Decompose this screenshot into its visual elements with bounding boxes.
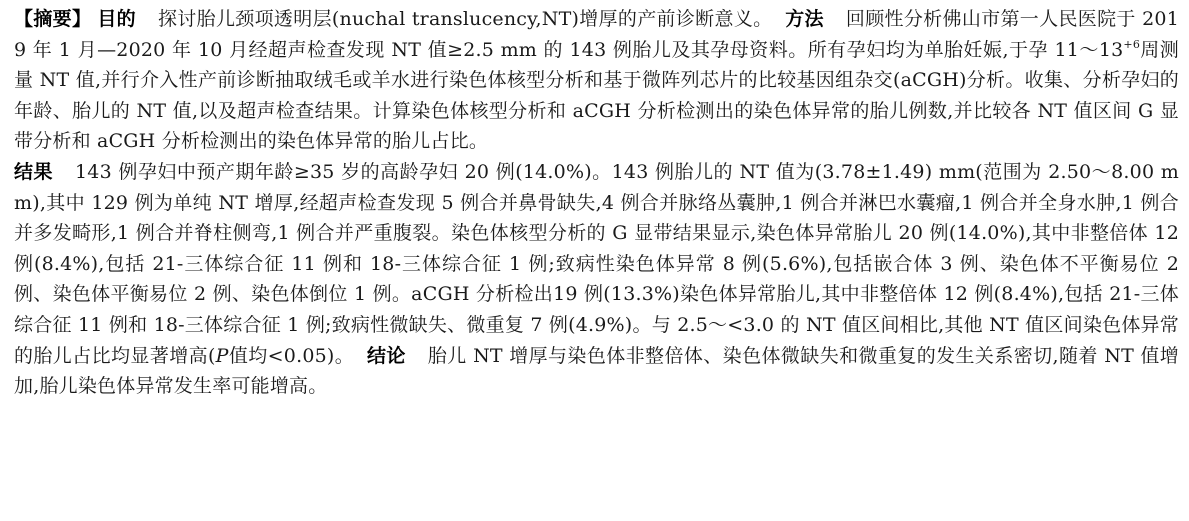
methods-text-2: 周测量 NT 值,并行介入性产前诊断抽取绒毛或羊水进行染色体核型分析和基于微阵列芯片的比较基因组杂交(aCGH)分析。收集、分析孕妇的年龄、胎儿的 NT 值,以及超声检查结果。计算染色体核型分析和 aCGH 分析检测出的染色体异常的胎儿例数,并比较各 NT 值区间 G 显带分析和 aCGH 分析检测出的染色体异常的胎儿占比。: [14, 38, 1179, 153]
results-text-1: 143 例孕妇中预产期年龄≥35 岁的高龄孕妇 20 例(14.0%)。143 例胎儿的 NT 值为(3.78±1.49) mm(范围为 2.50～8.00 mm),其中 129 例为单纯 NT 增厚,经超声检查发现 5 例合并鼻骨缺失,4 例合并脉络丛囊肿,1 例合并淋巴水囊瘤,1 例合并全身水肿,1 例合并多发畸形,1 例合并脊柱侧弯,1 例合并严重腹裂。染色体核型分析的 G 显带结果显示,染色体异常胎儿 20 例(14.0%),其中非整倍体 12 例(8.4%),包括 21-三体综合征 11 例和 18-三体综合征 1 例;致病性染色体异常 8 例(5.6%),包括嵌合体 3 例、染色体不平衡易位 2 例、染色体平衡易位 2 例、染色体倒位 1 例。aCGH 分析检出19 例(13.3%)染色体异常胎儿,其中非整倍体 12 例(8.4%),包括 21-三体综合征 11 例和 18-三体综合征 1 例;致病性微缺失、微重复 7 例(4.9%)。与 2.5～<3.0 的 NT 值区间相比,其他 NT 值区间染色体异常的胎儿占比均显著增高(: [14, 160, 1179, 367]
conclusion-text: 胎儿 NT 增厚与染色体非整倍体、染色体微缺失和微重复的发生关系密切,随着 NT 值增加,胎儿染色体异常发生率可能增高。: [14, 344, 1179, 398]
conclusion-label: 结论: [367, 344, 406, 367]
abstract-tag: 【摘要】: [14, 8, 92, 30]
objective-label: 目的: [97, 8, 136, 30]
methods-text-1: 回顾性分析佛山市第一人民医院于 2019 年 1 月—2020 年 10 月经超声检查发现 NT 值≥2.5 mm 的 143 例胎儿及其孕母资料。所有孕妇均为单胎妊娠,于孕 11～13: [14, 8, 1179, 61]
methods-label: 方法: [785, 8, 824, 30]
results-label: 结果: [14, 160, 53, 183]
results-text-2: 值均<0.05)。: [228, 344, 355, 367]
objective-text: 探讨胎儿颈项透明层(nuchal translucency,NT)增厚的产前诊断意义。: [157, 8, 773, 30]
methods-superscript: +6: [1123, 37, 1141, 51]
p-value-symbol: P: [215, 344, 229, 367]
